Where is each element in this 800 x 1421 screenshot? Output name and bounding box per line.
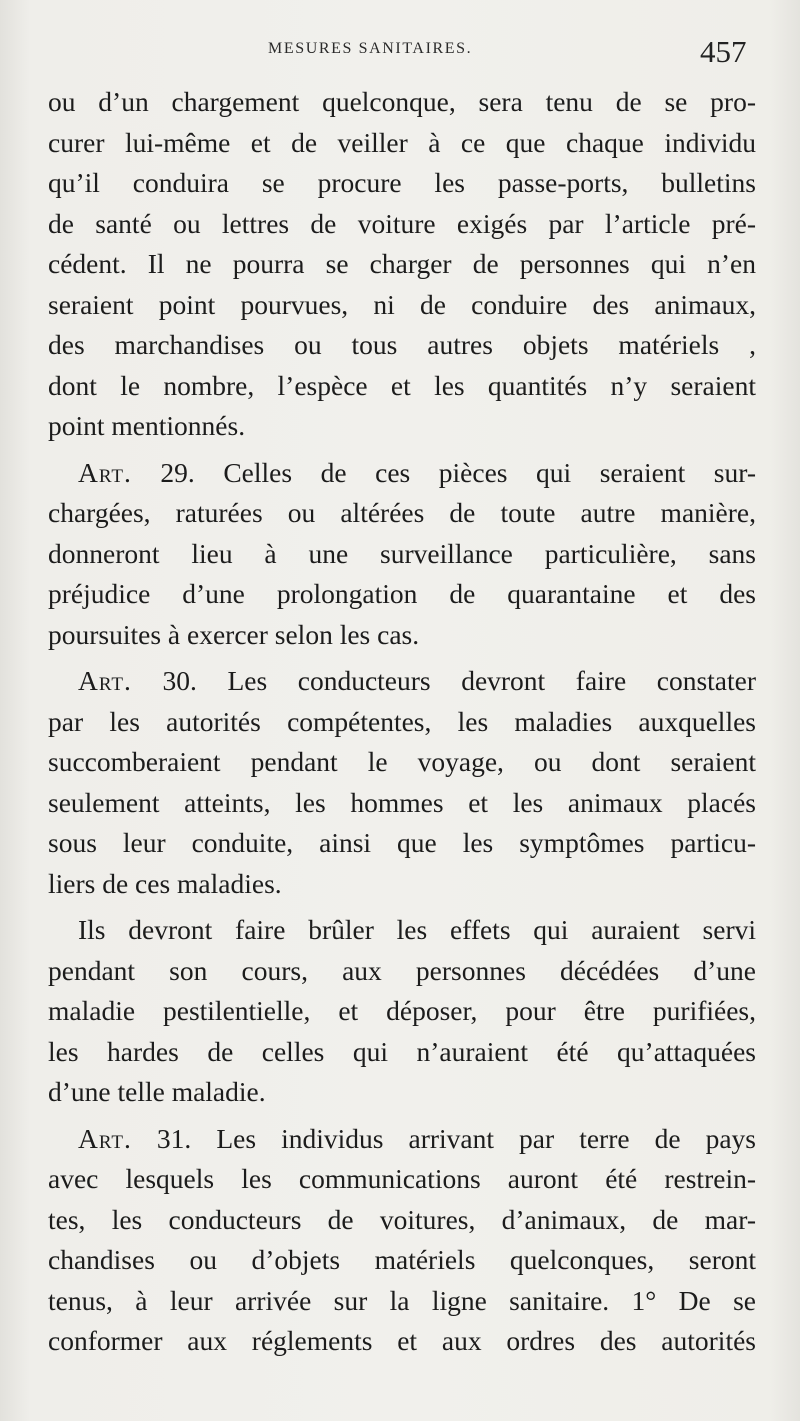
paragraph-continuation (48, 82, 756, 447)
article-label: Art. (78, 456, 132, 488)
text-line: de santé ou lettres de voiture exigés par l’article pré- (48, 207, 756, 239)
text-line: succomberaient pendant le voyage, ou dont seraient (48, 746, 756, 777)
text-line: des marchandises ou tous autres objets matériels , (48, 329, 756, 360)
text-line: sous leur conduite, ainsi que les symptômes particu- (48, 827, 756, 858)
text-line: pendant son cours, aux personnes décédées d’une (48, 954, 756, 986)
text-line: qu’il conduira se procure les passe-ports, bulletins (48, 167, 756, 198)
text-line: ou d’un chargement quelconque, sera tenu de se pro- (48, 86, 756, 117)
text-line: seulement atteints, les hommes et les animaux placés (48, 786, 756, 818)
running-title: MESURES SANITAIRES. (268, 40, 473, 57)
text-line: chandises ou d’objets matériels quelconques, seront (48, 1244, 756, 1275)
page-header (0, 34, 800, 74)
article-31 (48, 1119, 756, 1362)
text-line: les hardes de celles qui n’auraient été qu’attaquées (48, 1035, 756, 1067)
paragraph-first-line: Ils devront faire brûler les effets qui auraient servi (78, 914, 756, 945)
article-text: Les conducteurs devront faire constater (227, 665, 757, 696)
article-number: 29. (160, 456, 195, 488)
article-first-line (48, 661, 756, 702)
text-line: curer lui-même et de veiller à ce que chaque individu (48, 126, 756, 158)
text-line: donneront lieu à une surveillance particulière, sans (48, 537, 756, 569)
article-number: 30. (162, 665, 197, 696)
text-line: seraient point pourvues, ni de conduire des animaux, (48, 288, 756, 320)
text-line: point mentionnés. (48, 410, 246, 441)
text-line: liers de ces maladies. (48, 867, 282, 899)
text-line: poursuites à exercer selon les cas. (48, 618, 420, 650)
article-label: Art. (78, 665, 132, 696)
text-line: avec lesquels les communications auront été restrein- (48, 1163, 756, 1194)
text-line: d’une telle maladie. (48, 1076, 266, 1107)
article-text: Celles de ces pièces qui seraient sur- (223, 456, 756, 488)
text-line: tes, les conducteurs de voitures, d’animaux, de mar- (48, 1203, 756, 1235)
text-line: dont le nombre, l’espèce et les quantités n’y seraient (48, 369, 756, 401)
text-line: cédent. Il ne pourra se charger de personnes qui n’en (48, 248, 756, 279)
article-first-line (48, 1119, 756, 1160)
article-30 (48, 661, 756, 904)
text-line: chargées, raturées ou altérées de toute autre manière, (48, 497, 756, 528)
article-29 (48, 453, 756, 656)
article-label: Art. (78, 1122, 132, 1154)
paragraph-ils-devront (48, 910, 756, 1113)
article-number: 31. (156, 1122, 192, 1154)
body-text (48, 82, 756, 1362)
text-line: conformer aux réglements et aux ordres des autorités (48, 1325, 756, 1356)
page-number: 457 (700, 34, 747, 69)
text-line: préjudice d’une prolongation de quarantaine et des (48, 578, 756, 609)
article-text: Les individus arrivant par terre de pays (216, 1122, 757, 1154)
text-line: tenus, à leur arrivée sur la ligne sanitaire. 1° De se (48, 1284, 756, 1316)
article-first-line (48, 453, 756, 494)
text-line: maladie pestilentielle, et déposer, pour être purifiées, (48, 995, 756, 1026)
text-line: par les autorités compétentes, les maladies auxquelles (48, 705, 756, 737)
